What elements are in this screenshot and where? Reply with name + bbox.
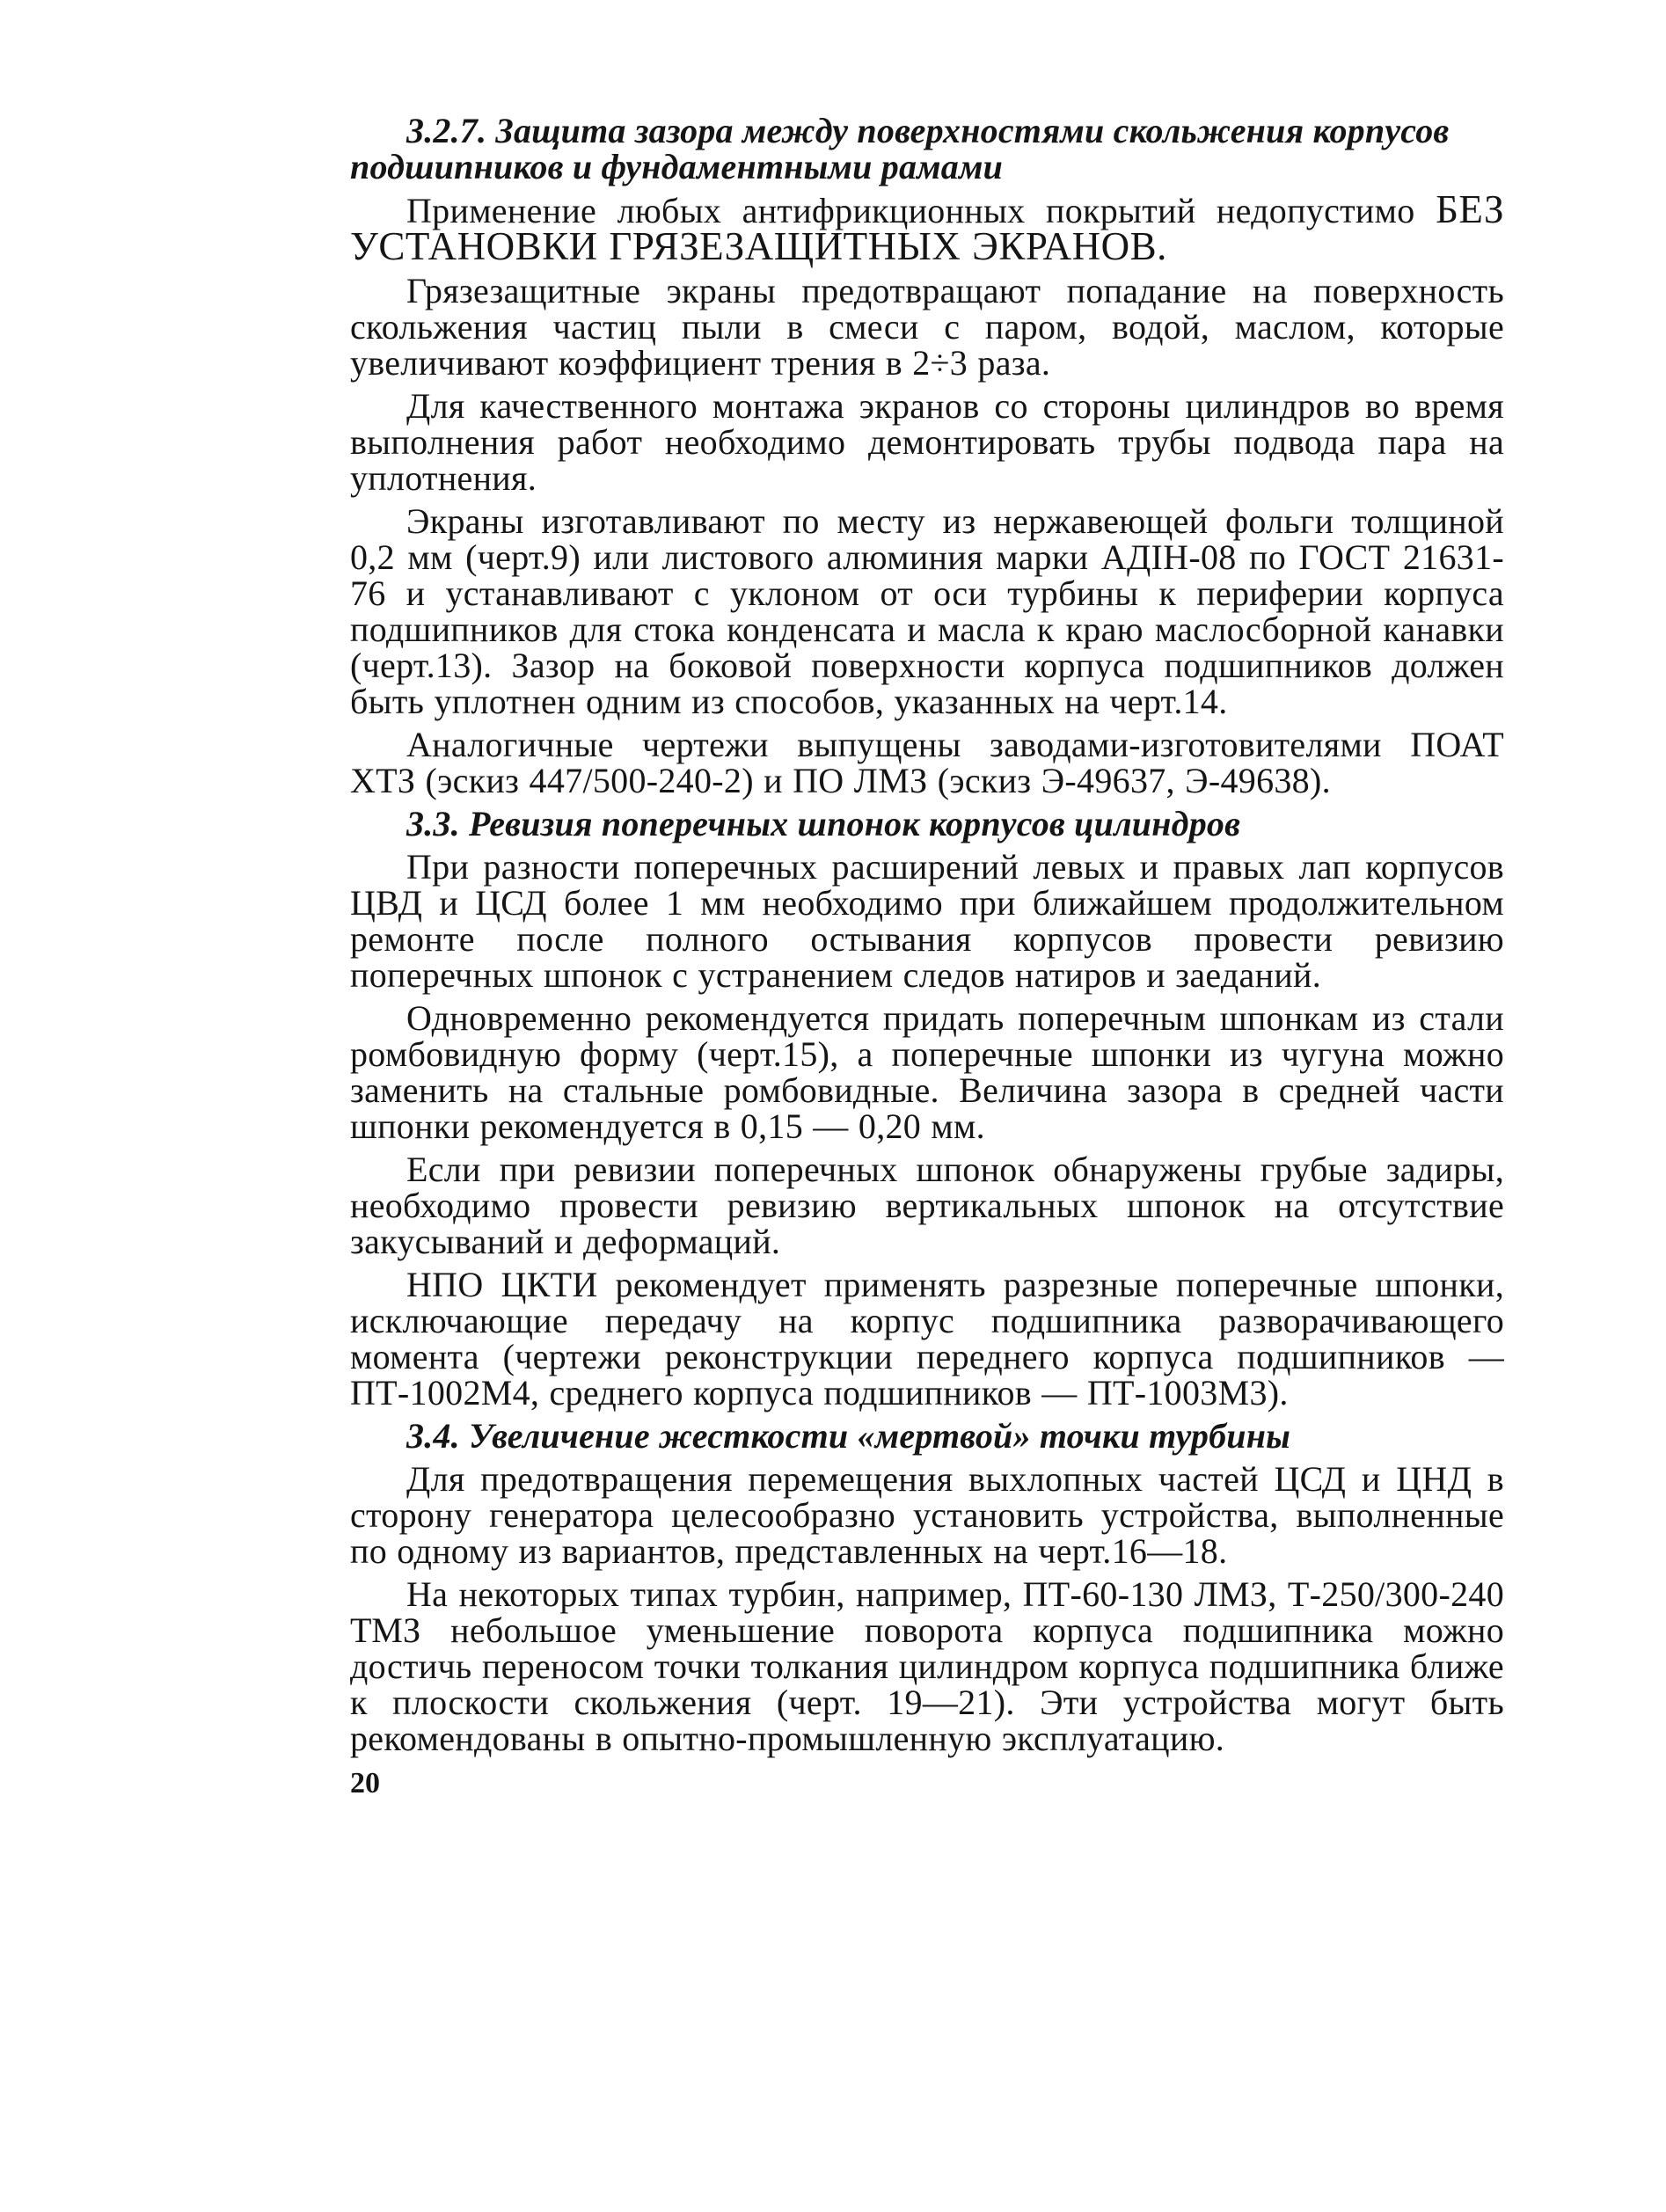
document-page (350, 113, 1504, 1799)
paragraph: На некоторых типах турбин, например, ПТ-60-130 ЛМЗ, Т-250/300-240 ТМЗ небольшое уменьшение поворота корпуса подшипника можно достичь переносом точки толкания цилиндром корпуса подшипника ближе к плоскости скольжения (черт. 19—21). Эти устройства могут быть рекомендованы в опытно-промышленную эксплуатацию. (350, 1574, 1504, 1758)
paragraph: Экраны изготавливают по месту из нержавеющей фольги толщиной 0,2 мм (черт.9) или листового алюминия марки АДIН-08 по ГОСТ 21631-76 и устанавливают с уклоном от оси турбины к периферии корпуса подшипников для стока конденсата и масла к краю маслосборной канавки (черт.13). Зазор на боковой поверхности корпуса подшипников должен быть уплотнен одним из способов, указанных на черт.14. (350, 501, 1504, 721)
section-3-4 (350, 1418, 1504, 1756)
section-3-2-7 (350, 113, 1504, 799)
page-number: 20 (350, 1767, 380, 1800)
paragraph: Грязезащитные экраны предотвращают попадание на поверхность скольжения частиц пыли в смеси с паром, водой, маслом, которые увеличивают коэффициент трения в 2÷3 раза. (350, 271, 1504, 383)
section-heading: 3.3. Ревизия поперечных шпонок корпусов цилиндров (406, 804, 1241, 843)
section-3-3 (350, 806, 1504, 1411)
paragraph (350, 187, 1504, 268)
paragraph: Одновременно рекомендуется придать поперечным шпонкам из стали ромбовидную форму (черт.15), а поперечные шпонки из чугуна можно заменить на стальные ромбовидные. Величина зазора в средней части шпонки рекомендуется в 0,15 — 0,20 мм. (350, 998, 1504, 1146)
paragraph: Для качественного монтажа экранов со стороны цилиндров во время выполнения работ необходимо демонтировать трубы подвода пара на уплотнения. (350, 386, 1504, 498)
paragraph: Если при ревизии поперечных шпонок обнаружены грубые задиры, необходимо провести ревизию вертикальных шпонок на отсутствие закусываний и деформаций. (350, 1150, 1504, 1261)
section-heading: 3.2.7. Защита зазора между поверхностями скольжения корпусов подшипников и фундаментными рамами (350, 111, 1450, 186)
paragraph: Аналогичные чертежи выпущены заводами-изготовителями ПОАТ ХТЗ (эскиз 447/500-240-2) и ПО ЛМЗ (эскиз Э-49637, Э-49638). (350, 725, 1504, 800)
section-heading: 3.4. Увеличение жесткости «мертвой» точки турбины (406, 1416, 1291, 1456)
paragraph: НПО ЦКТИ рекомендует применять разрезные поперечные шпонки, исключающие передачу на корпус подшипника разворачивающего момента (чертежи реконструкции переднего корпуса подшипников — ПТ-1002М4, среднего корпуса подшипников — ПТ-1003М3). (350, 1265, 1504, 1413)
caps-warning-text: БЕЗ УСТАНОВКИ ГРЯЗЕЗАЩИТНЫХ ЭКРАНОВ. (350, 187, 1504, 268)
paragraph: При разности поперечных расширений левых и правых лап корпусов ЦВД и ЦСД более 1 мм необходимо при ближайшем продолжительном ремонте после полного остывания корпусов провести ревизию поперечных шпонок с устранением следов натиров и заеданий. (350, 847, 1504, 995)
paragraph-text: Применение любых антифрикционных покрытий недопустимо (406, 191, 1415, 230)
paragraph: Для предотвращения перемещения выхлопных частей ЦСД и ЦНД в сторону генератора целесообразно установить устройства, выполненные по одному из вариантов, представленных на черт.16—18. (350, 1459, 1504, 1571)
